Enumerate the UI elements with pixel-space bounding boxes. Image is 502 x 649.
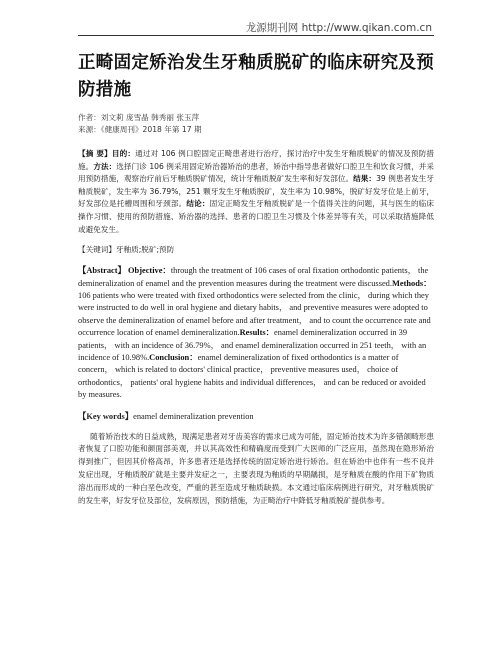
method-en-label: Methods： (391, 278, 432, 288)
site-header[interactable]: 龙源期刊网 http://www.qikan.com.cn (245, 22, 432, 34)
abstract-en-label: 【Abstract】 (78, 266, 126, 276)
result-en-label: Results： (239, 328, 275, 338)
authors-line (78, 112, 434, 124)
objective-cn-label: 目的： (111, 149, 136, 158)
abstract-english (78, 265, 434, 401)
abstract-chinese (78, 148, 434, 236)
body-paragraph: 随着矫治技术的日益成熟，现满足患者对牙齿美容的需求已成为可能，固定矫治技术为许多错颌畸形患者恢复了口腔功能和颜面部美观，并以其高效性和精确度而受到广大医师的广泛应用，虽然现在隐形矫治得到推广，但因其价格高昂，许多患者还是选择传统的固定矫治进行矫治。但在矫治中也伴有一些不良并发症出现，牙釉质脱矿就是主要并发症之一，主要表现为釉质的早期龋损，是牙釉质在酸的作用下矿物质溶出而形成的一种白垩色改变，严重的甚至造成牙釉质缺损。本文通过临床病例进行研究，对牙釉质脱矿的发生率，好发牙位及部位，发病原因，预防措施，为正畸治疗中降低牙釉质脱矿提供参考。 (78, 431, 434, 505)
article-content (78, 50, 434, 515)
keywords-en-label: 【Key words】 (78, 411, 134, 421)
method-en: 106 patients who were treated with fixed orthodontics were selected from the clinic， during which they were instructed to do well in oral hygiene and dietary habits， and preventive measures were adopted to observe the demineralization of enamel before and after treatment， and to count the occurrence rate and occurrence location of enamel demineralization. (78, 290, 431, 338)
conclusion-cn-label: 结论： (186, 199, 210, 209)
objective-cn: 通过对 106 例口腔固定正畸患者进行治疗，探讨治疗中发生牙釉质脱矿的情况及预防措施。 (78, 149, 434, 171)
source-line (78, 124, 434, 136)
result-cn-label: 结果： (353, 174, 377, 184)
authors: 刘文莉 庞雪晶 韩秀丽 张玉萍 (100, 113, 200, 122)
keywords-cn-label: 【关键词】 (78, 245, 116, 255)
header-divider (78, 35, 434, 36)
conclusion-en: enamel demineralization of fixed orthodontics is a matter of concern， which is related to doctors' clinical practice， preventive measures used， choice of orthodontics， patients' oral hygiene habits and individual differences， and can be reduced or avoided by measures. (78, 353, 426, 400)
result-en: enamel demineralization occurred in 39 patients， with an incidence of 36.79%， and enamel demineralization occurred in 251 teeth， with an incidence of 10.98%. (78, 328, 427, 362)
authors-label: 作者： (78, 113, 101, 122)
keywords-en: enamel demineralization prevention (133, 411, 254, 421)
keywords-chinese (78, 244, 434, 256)
method-cn-label: 方法： (93, 161, 117, 171)
article-title: 正畸固定矫治发生牙釉质脱矿的临床研究及预防措施 (78, 53, 434, 100)
keywords-cn: 牙釉质;脱矿;预防 (115, 245, 175, 255)
objective-en-label: Objective： (128, 266, 171, 276)
abstract-cn-label: 【摘 要】 (78, 149, 112, 158)
conclusion-en-label: Conclusion： (149, 353, 198, 362)
objective-en: through the treatment of 106 cases of oral fixation orthodontic patients， the demineralization of enamel and the prevention measures during the treatment were discussed. (78, 266, 429, 288)
keywords-english (78, 411, 434, 423)
method-cn: 选择门诊 106 例采用固定矫治器矫治的患者，矫治中指导患者做好口腔卫生和饮食习惯，并采用预防措施，观察治疗前后牙釉质脱矿情况，统计牙釉质脱矿发生率和好发部位。 (78, 161, 435, 184)
result-cn: 39 例患者发生牙釉质脱矿，发生率为 36.79%，251 颗牙发生牙釉质脱矿，发生率为 10.98%，脱矿好发牙位是上前牙，好发部位是托槽周围和牙颈部。 (78, 174, 435, 209)
source: 《健康周刊》2018 年第 17 期 (100, 125, 202, 134)
conclusion-cn: 固定正畸发生牙釉质脱矿是一个值得关注的问题，其与医生的临床操作习惯、使用的预防措施、矫治器的选择、患者的口腔卫生习惯及个体差异等有关，可以采取措施降低或避免发生。 (78, 199, 435, 234)
source-label: 来源： (78, 125, 101, 134)
